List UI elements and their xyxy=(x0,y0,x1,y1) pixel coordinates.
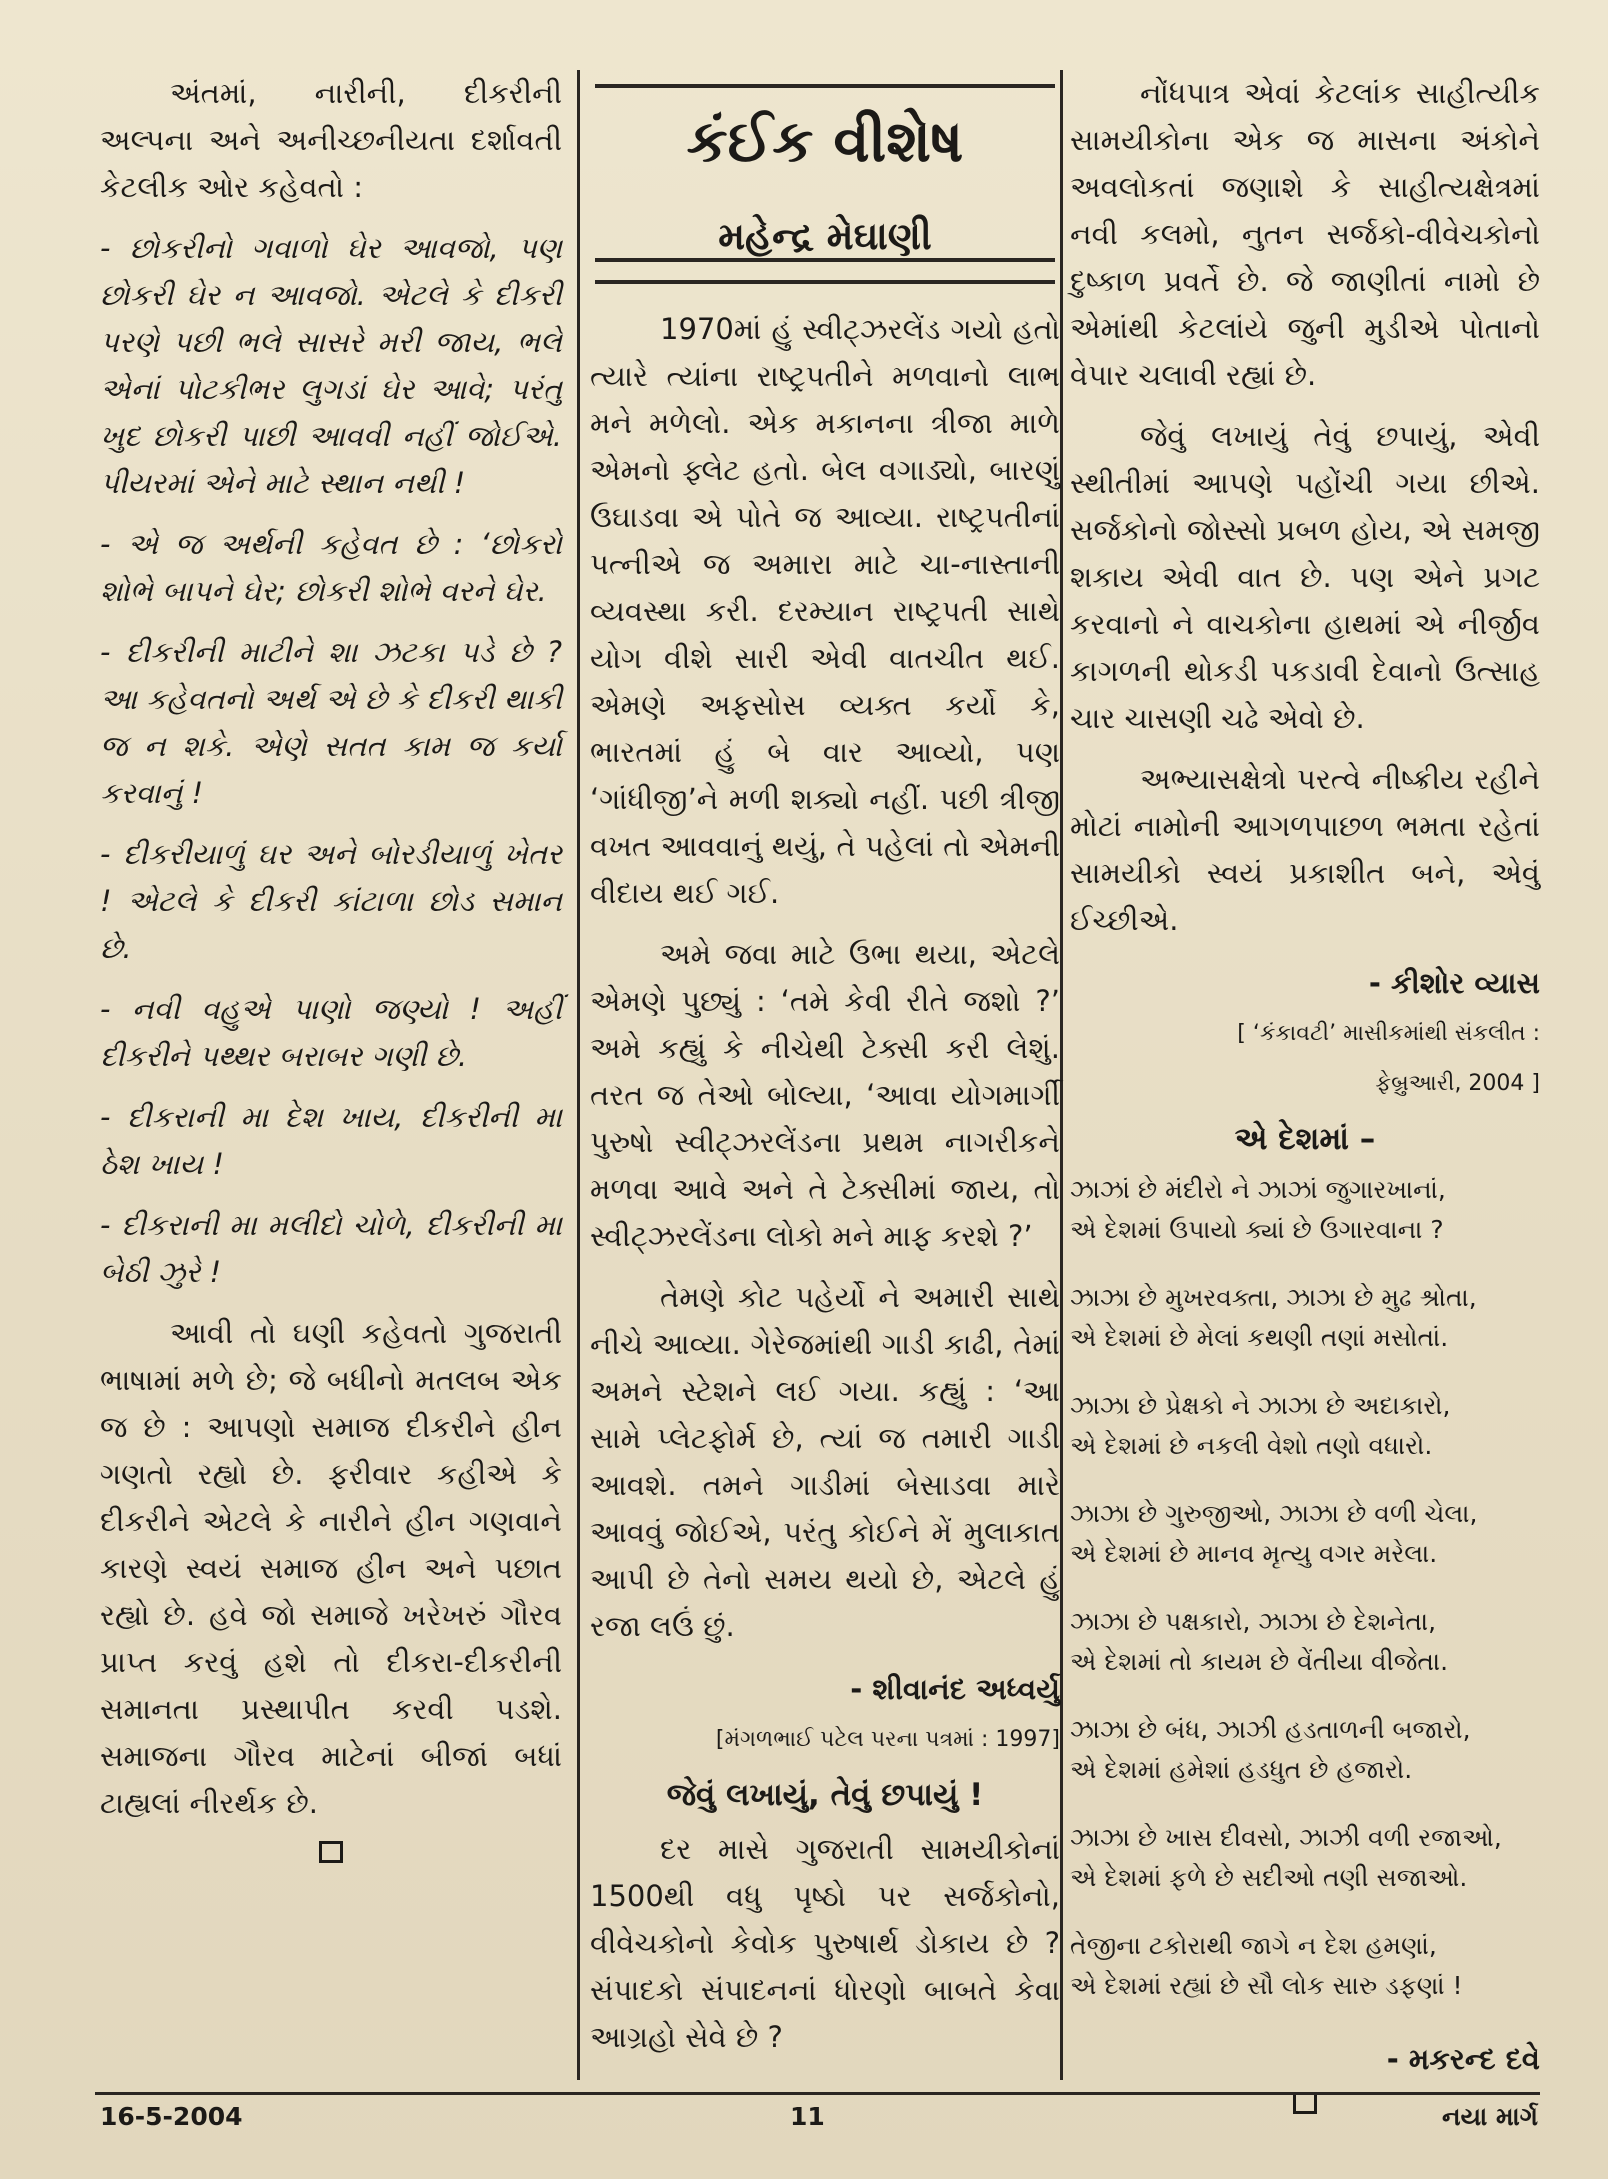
left-intro: અંતમાં, નારીની, દીકરીની અલ્પના અને અનીચ્છનીયતા દર્શાવતી કેટલીક ઓર કહેવતો : xyxy=(100,76,562,204)
left-column xyxy=(100,70,562,1863)
article-header xyxy=(590,86,1060,276)
column-divider-right xyxy=(1060,70,1063,2080)
proverb-4: - દીકરીયાળું ઘર અને બોરડીયાળું ખેતર ! એટલે કે દીકરી કાંટાળા છોડ સમાન છે. xyxy=(100,837,562,965)
poem-line: એ દેશમાં છે નકલી વેશો તણો વધારો. xyxy=(1070,1431,1433,1460)
proverb-2: - એ જ અર્થની કહેવત છે : ‘છોકરો શોભે બાપને ઘેર; છોકરી શોભે વરને ઘેર. xyxy=(100,527,562,608)
poem-line: ઝાઝા છે ગુરુજીઓ, ઝાઝા છે વળી ચેલા, xyxy=(1070,1499,1478,1528)
poem-line: ઝાઝા છે ખાસ દીવસો, ઝાઝી વળી રજાઓ, xyxy=(1070,1823,1502,1852)
proverb-3: - દીકરીની માટીને શા ઝટકા પડે છે ? આ કહેવતનો અર્થ એ છે કે દીકરી થાકી જ ન શકે. એણે સતત કામ જ કર્યા કરવાનું ! xyxy=(100,635,562,810)
poem-line: ઝાઝાં છે મંદીરો ને ઝાઝાં જુગારખાનાં, xyxy=(1070,1175,1446,1204)
end-square-icon xyxy=(319,1841,343,1863)
poem-line: એ દેશમાં છે માનવ મૃત્યુ વગર મરેલા. xyxy=(1070,1539,1438,1568)
poem-line: ઝાઝા છે પ્રેક્ષકો ને ઝાઝા છે અદાકારો, xyxy=(1070,1391,1451,1420)
right-para-1: નોંધપાત્ર એવાં કેટલાંક સાહીત્યીક સામયીકોના એક જ માસના અંકોને અવલોકતાં જણાશે કે સાહીત્યક્ષેત્રમાં નવી કલમો, નુતન સર્જકો-વીવેચકોનો દુષ્કાળ પ્રવર્તે છે. જે જાણીતાં નામો છે એમાંથી કેટલાંયે જુની મુડીએ પોતાનો વેપાર ચલાવી રહ્યાં છે. xyxy=(1070,76,1540,392)
poem-stanza xyxy=(1070,1602,1540,1682)
poem-stanza xyxy=(1070,1170,1540,1250)
column-divider-left xyxy=(577,70,580,2080)
poem-title: એ દેશમાં – xyxy=(1234,1121,1376,1157)
middle-signature: - શીવાનંદ અધ્વર્યુ xyxy=(850,1672,1060,1706)
poem-stanza xyxy=(1070,1386,1540,1466)
poem-line: એ દેશમાં ઉપાયો ક્યાં છે ઉગારવાના ? xyxy=(1070,1215,1444,1244)
footer-date: 16-5-2004 xyxy=(100,2102,243,2131)
poem-stanza xyxy=(1070,1494,1540,1574)
middle-para-2: અમે જવા માટે ઉભા થયા, એટલે એમણે પુછ્યું : ‘તમે કેવી રીતે જશો ?’ અમે કહ્યું કે નીચેથી ટેક્સી કરી લેશું. તરત જ તેઓ બોલ્યા, ‘આવા યોગમાર્ગી પુરુષો સ્વીટ્ઝરલેંડના પ્રથમ નાગરીકને મળવા આવે અને તે ટેક્સીમાં જાય, તો સ્વીટ્ઝરલેંડના લોકો મને માફ કરશે ?’ xyxy=(590,937,1060,1253)
proverb-6: - દીકરાની મા દેશ ખાય, દીકરીની મા ઠેશ ખાય ! xyxy=(100,1100,562,1181)
poem-stanza xyxy=(1070,1818,1540,1898)
poem-stanza xyxy=(1070,1710,1540,1790)
middle-subhead: જેવું લખાયું, તેવું છપાયું ! xyxy=(666,1777,984,1813)
footer-rule xyxy=(95,2092,1540,2095)
middle-para-4: દર માસે ગુજરાતી સામયીકોનાં 1500થી વધુ પૃષ્ઠો પર સર્જકોનો, વીવેચકોનો કેવોક પુરુષાર્થ ડોકાય છે ? સંપાદકો સંપાદનનાં ધોરણો બાબતે કેવા આગ્રહો સેવે છે ? xyxy=(590,1832,1060,2054)
middle-source: [મંગળભાઈ પટેલ પરના પત્રમાં : 1997] xyxy=(715,1727,1060,1752)
middle-para-3: તેમણે કોટ પહેર્યો ને અમારી સાથે નીચે આવ્યા. ગેરેજમાંથી ગાડી કાઢી, તેમાં અમને સ્ટેશને લઈ ગયા. કહ્યું : ‘આ સામે પ્લેટફોર્મ છે, ત્યાં જ તમારી ગાડી આવશે. તમને ગાડીમાં બેસાડવા મારે આવવું જોઈએ, પરંતુ કોઈને મેં મુલાકાત આપી છે તેનો સમય થયો છે, એટલે હું રજા લઉં છું. xyxy=(590,1280,1060,1643)
end-square-icon xyxy=(1293,2092,1317,2114)
poem-line: ઝાઝા છે બંધ, ઝાઝી હડતાળની બજારો, xyxy=(1070,1715,1471,1744)
poem-line: એ દેશમાં ફળે છે સદીઓ તણી સજાઓ. xyxy=(1070,1863,1468,1892)
proverb-1: - છોકરીનો ગવાળો ઘેર આવજો, પણ છોકરી ઘેર ન આવજો. એટલે કે દીકરી પરણે પછી ભલે સાસરે મરી જાય, ભલે એનાં પોટકીભર લુગડાં ઘેર આવે; પરંતુ ખુદ છોકરી પાછી આવવી નહીં જોઈએ. પીયરમાં એને માટે સ્થાન નથી ! xyxy=(100,231,562,500)
right-para-2: જેવું લખાયું તેવું છપાયું, એવી સ્થીતીમાં આપણે પહોંચી ગયા છીએ. સર્જકોનો જોસ્સો પ્રબળ હોય, એ સમજી શકાય એવી વાત છે. પણ એને પ્રગટ કરવાનો ને વાચકોના હાથમાં એ નીર્જીવ કાગળની થોકડી પકડાવી દેવાનો ઉત્સાહ ચાર ચાસણી ચઢે એવો છે. xyxy=(1070,419,1540,735)
right-column xyxy=(1070,70,1540,2114)
poem-stanza xyxy=(1070,1278,1540,1358)
poem-stanza xyxy=(1070,1926,1540,2006)
poem-line: ઝાઝા છે મુખરવક્તા, ઝાઝા છે મુઢ શ્રોતા, xyxy=(1070,1283,1477,1312)
proverb-7: - દીકરાની મા મલીદો ચોળે, દીકરીની મા બેઠી ઝુરે ! xyxy=(100,1208,562,1289)
middle-para-1: 1970માં હું સ્વીટ્ઝરલેંડ ગયો હતો ત્યારે ત્યાંના રાષ્ટ્રપતીને મળવાનો લાભ મને મળેલો. એક મકાનના ત્રીજા માળે એમનો ફ્લેટ હતો. બેલ વગાડ્યો, બારણું ઉઘાડવા એ પોતે જ આવ્યા. રાષ્ટ્રપતીનાં પત્નીએ જ અમારા માટે ચા-નાસ્તાની વ્યવસ્થા કરી. દરમ્યાન રાષ્ટ્રપતી સાથે યોગ વીશે સારી એવી વાતચીત થઈ. એમણે અફસોસ વ્યક્ત કર્યો કે, ભારતમાં હું બે વાર આવ્યો, પણ ‘ગાંધીજી’ને મળી શક્યો નહીં. પછી ત્રીજી વખત આવવાનું થયું, તે પહેલાં તો એમની વીદાય થઈ ગઈ. xyxy=(590,312,1060,910)
right-para-3: અભ્યાસક્ષેત્રો પરત્વે નીષ્ક્રીય રહીને મોટાં નામોની આગળપાછળ ભમતા રહેતાં સામયીકો સ્વયં પ્રકાશીત બને, એવું ઈચ્છીએ. xyxy=(1070,762,1540,937)
proverb-5: - નવી વહુએ પાણો જણ્યો ! અહીં દીકરીને પથ્થર બરાબર ગણી છે. xyxy=(100,992,562,1073)
poem-line: એ દેશમાં રહ્યાં છે સૌ લોક સારુ ડફણાં ! xyxy=(1070,1971,1463,2000)
poem-line: એ દેશમાં હમેશાં હડધુત છે હજારો. xyxy=(1070,1755,1413,1784)
poem-signature: - મકરન્દ દવે xyxy=(1386,2042,1540,2076)
right-source-line-2: ફેબ્રુઆરી, 2004 ] xyxy=(1375,1071,1540,1096)
article-title: કંઈક વીશેષ xyxy=(686,107,964,175)
poem-line: એ દેશમાં છે મેલાં કથણી તણાં મસોતાં. xyxy=(1070,1323,1449,1352)
middle-column xyxy=(590,70,1060,2075)
right-source-line-1: [ ‘કંકાવટી’ માસીકમાંથી સંકલીત : xyxy=(1237,1021,1540,1046)
poem-line: ઝાઝા છે પક્ષકારો, ઝાઝા છે દેશનેતા, xyxy=(1070,1607,1437,1636)
left-closing: આવી તો ઘણી કહેવતો ગુજરાતી ભાષામાં મળે છે; જે બધીનો મતલબ એક જ છે : આપણો સમાજ દીકરીને હીન ગણતો રહ્યો છે. ફરીવાર કહીએ કે દીકરીને એટલે કે નારીને હીન ગણવાને કારણે સ્વયં સમાજ હીન અને પછાત રહ્યો છે. હવે જો સમાજે ખરેખરું ગૌરવ પ્રાપ્ત કરવું હશે તો દીકરા-દીકરીની સમાનતા પ્રસ્થાપીત કરવી પડશે. સમાજના ગૌરવ માટેનાં બીજાં બધાં ટાહ્યલાં નીરર્થક છે. xyxy=(100,1316,562,1820)
article-byline: મહેન્દ્ર મેઘાણી xyxy=(718,214,932,258)
page-number: 11 xyxy=(790,2102,825,2131)
poem-line: એ દેશમાં તો કાયમ છે વેંતીયા વીજેતા. xyxy=(1070,1647,1449,1676)
poem-line: તેજીના ટકોરાથી જાગે ન દેશ હમણાં, xyxy=(1070,1931,1437,1960)
publication-name: નયા માર્ગ xyxy=(1442,2102,1538,2131)
right-signature: - કીશોર વ્યાસ xyxy=(1368,966,1540,1000)
